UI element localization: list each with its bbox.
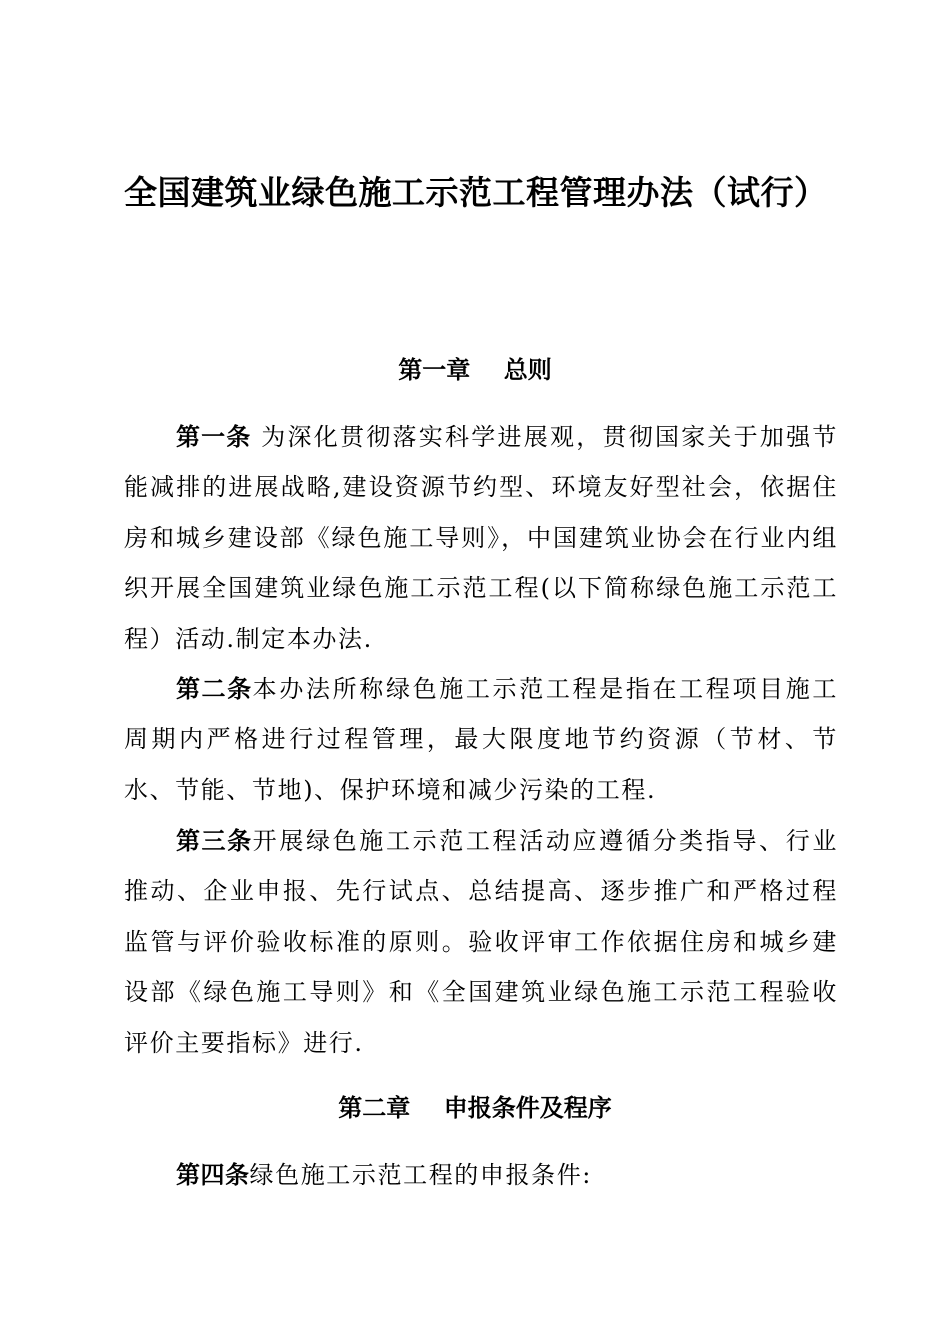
- article-3-label: 第三条: [176, 827, 253, 855]
- article-2-label: 第二条: [176, 675, 253, 703]
- article-1-label: 第一条: [176, 423, 252, 451]
- chapter-heading-general: 第一章 总则: [398, 356, 552, 384]
- article-4: [124, 1150, 838, 1200]
- article-1-text: 为深化贯彻落实科学进展观，贯彻国家关于加强节能减排的进展战略,建设资源节约型、环境友好型社会，依据住房和城乡建设部《绿色施工导则》，中国建筑业协会在行业内组织开展全国建筑业绿色施工示范工程(以下简称绿色施工示范工程）活动.制定本办法.: [124, 423, 838, 653]
- article-4-label: 第四条: [176, 1161, 250, 1189]
- article-2: [124, 664, 838, 815]
- article-4-text: 绿色施工示范工程的申报条件:: [249, 1161, 592, 1189]
- article-3-text: 开展绿色施工示范工程活动应遵循分类指导、行业推动、企业申报、先行试点、总结提高、逐步推广和严格过程监管与评价验收标准的原则。验收评审工作依据住房和城乡建设部《绿色施工导则》和《全国建筑业绿色施工示范工程验收评价主要指标》进行.: [124, 827, 839, 1057]
- article-1: [124, 412, 838, 664]
- article-2-text: 本办法所称绿色施工示范工程是指在工程项目施工周期内严格进行过程管理，最大限度地节约资源（节材、节水、节能、节地)、保护环境和减少污染的工程.: [124, 675, 839, 804]
- article-3: [124, 816, 838, 1068]
- document-title: 全国建筑业绿色施工示范工程管理办法（试行）: [124, 173, 828, 212]
- chapter-heading-application: 第二章 申报条件及程序: [338, 1094, 612, 1122]
